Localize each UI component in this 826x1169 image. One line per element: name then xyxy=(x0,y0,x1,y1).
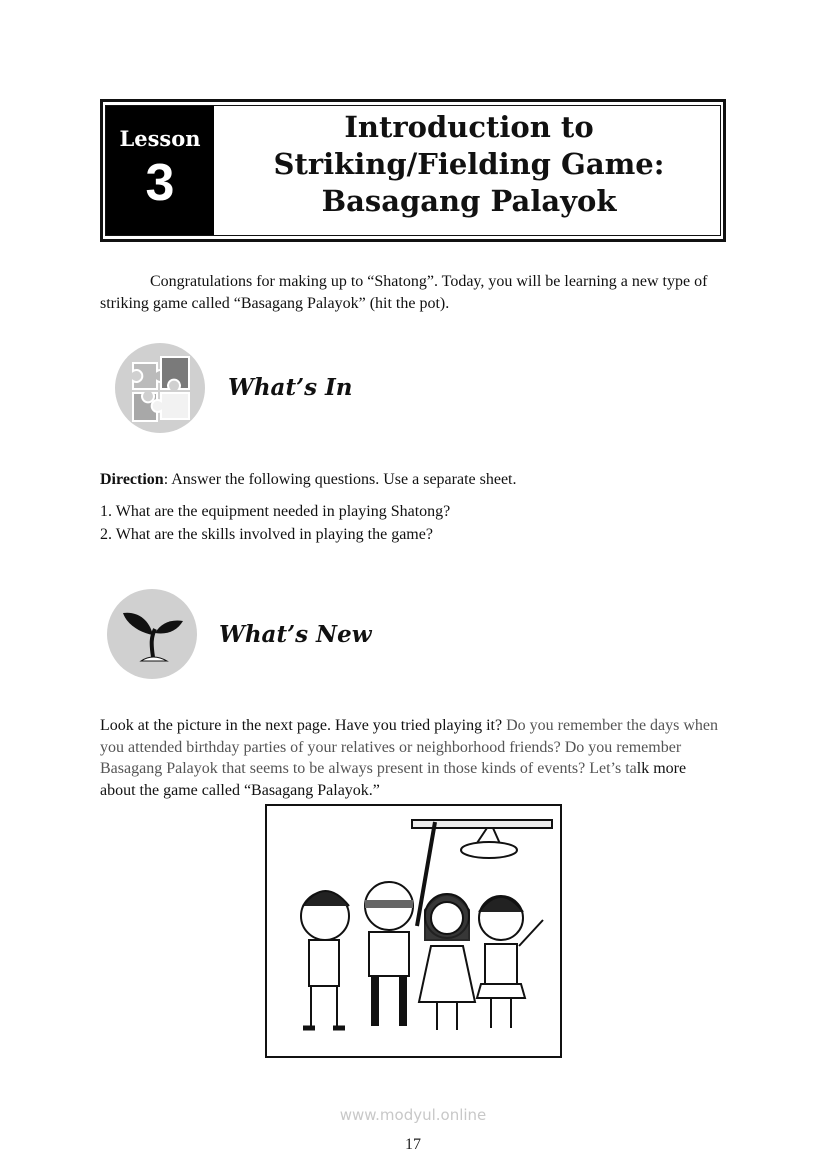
whats-new-paragraph xyxy=(100,715,720,801)
title-line: Introduction to xyxy=(344,110,594,144)
question-item: 2. What are the skills involved in playing the game? xyxy=(100,526,433,543)
paragraph-part: Do you remember the days when you attended birthday parties of your relatives or neighborhood friends? Do you remember Basagang Palayok that seems to be always present in those kinds of events? Let’s ta xyxy=(100,717,719,777)
puzzle-icon xyxy=(115,343,205,433)
children-playing-illustration xyxy=(265,804,562,1058)
lesson-number: 3 xyxy=(145,154,175,212)
whats-in-heading: What’s In xyxy=(228,374,353,401)
whats-new-heading: What’s New xyxy=(219,621,372,648)
intro-paragraph: Congratulations for making up to “Shatong”. Today, you will be learning a new type of striking game called “Basagang Palayok” (hit the pot). xyxy=(100,273,708,312)
direction-label: Direction xyxy=(100,471,164,488)
direction-text: : Answer the following questions. Use a separate sheet. xyxy=(163,471,517,488)
lesson-title xyxy=(218,106,720,235)
title-line: Striking/Fielding Game: xyxy=(273,147,665,181)
seedling-icon xyxy=(107,589,197,679)
paragraph-part: Look at the picture in the next page. Have you tried playing it? xyxy=(100,717,507,734)
paragraph-part: lk more about the game called “Basagang Palayok.” xyxy=(100,760,687,799)
title-line: Basagang Palayok xyxy=(321,184,617,218)
lesson-label: Lesson xyxy=(119,126,201,151)
lesson-header xyxy=(100,99,726,242)
question-item: 1. What are the equipment needed in playing Shatong? xyxy=(100,503,451,520)
watermark: www.modyul.online xyxy=(339,1106,487,1124)
page-number: 17 xyxy=(405,1136,421,1153)
lesson-badge xyxy=(106,106,216,235)
direction-line xyxy=(100,469,517,491)
